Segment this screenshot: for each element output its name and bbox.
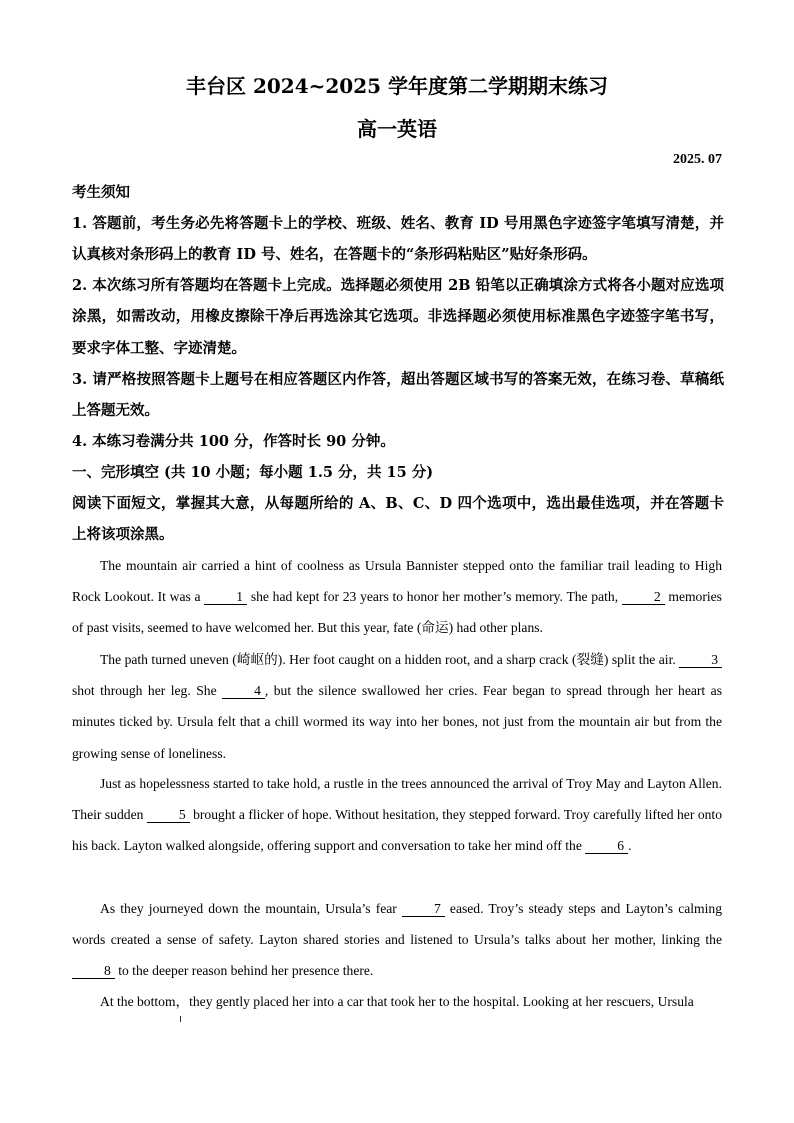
notice-item-1: 1. 答题前，考生务必先将答题卡上的学校、班级、姓名、教育 ID 号用黑色字迹签字笔填写清楚，并认真核对条形码上的教育 ID 号、姓名，在答题卡的“条形码粘贴区”贴好条形码。 [72, 215, 724, 264]
document-subtitle: 高一英语 [357, 117, 437, 141]
blank-3: 3 [679, 653, 722, 668]
passage-paragraph-5 [72, 986, 722, 1017]
passage-text: memories of past visits, seemed to have welcomed her. But this year, fate (命运) had other plans. [72, 589, 722, 636]
passage-paragraph-2 [72, 644, 722, 769]
stray-mark [180, 1016, 181, 1022]
blank-2: 2 [622, 590, 665, 605]
passage-text: The mountain air carried a hint of coolness as Ursula Bannister stepped onto the familiar trail leading to High Rock Lookout. It was a [72, 558, 722, 605]
passage-text: eased. Troy’s steady steps and Layton’s calming words created a sense of safety. Layton shared stories and listened to Ursula’s talks about her mother, linking the [72, 901, 722, 948]
passage-text: Just as hopelessness started to take hold, a rustle in the trees announced the arrival of Troy May and Layton Allen. Their sudden [72, 776, 722, 823]
notice-item-4: 4. 本练习卷满分共 100 分，作答时长 90 分钟。 [72, 433, 395, 450]
passage-text: shot through her leg. She [72, 683, 223, 699]
document-title: 丰台区 2024~2025 学年度第二学期期末练习 [185, 74, 608, 98]
passage-text: , but the silence swallowed her cries. Fear began to spread through her heart as minutes ticked by. Ursula felt that a chill wormed its way into her bones, not just from the mountain air but from the growing sense of loneliness. [72, 683, 722, 761]
blank-1: 1 [204, 590, 247, 605]
notice-heading: 考生须知 [72, 184, 130, 201]
passage-text: The path turned uneven (崎岖的). Her foot caught on a hidden root, and a sharp crack (裂缝) split the air. [100, 652, 680, 667]
passage-text: she had kept for 23 years to honor her mother’s memory. The path, [247, 589, 622, 605]
section-instruction: 阅读下面短文，掌握其大意，从每题所给的 A、B、C、D 四个选项中，选出最佳选项，并在答题卡上将该项涂黑。 [72, 495, 724, 544]
blank-7: 7 [402, 902, 445, 917]
blank-5: 5 [147, 808, 190, 823]
passage-paragraph-4 [72, 893, 722, 987]
blank-8: 8 [72, 964, 115, 979]
blank-6: 6 [585, 839, 628, 854]
blank-4: 4 [222, 684, 265, 699]
notice-item-3: 3. 请严格按照答题卡上题号在相应答题区内作答，超出答题区域书写的答案无效，在练习卷、草稿纸上答题无效。 [72, 371, 724, 420]
passage-text: brought a flicker of hope. Without hesitation, they stepped forward. Troy carefully lifted her onto his back. Layton walked alongside, offering support and conversation to take her mind off the [72, 807, 722, 854]
section-heading: 一、完形填空 (共 10 小题；每小题 1.5 分，共 15 分) [72, 464, 434, 481]
notice-item-2: 2. 本次练习所有答题均在答题卡上完成。选择题必须使用 2B 铅笔以正确填涂方式将各小题对应选项涂黑，如需改动，用橡皮擦除干净后再选涂其它选项。非选择题必须使用标准黑色字迹签字笔书写，要求字体工整、字迹清楚。 [72, 277, 724, 357]
document-date: 2025. 07 [673, 152, 722, 167]
passage-paragraph-1 [72, 550, 722, 644]
passage-text: At the bottom，they gently placed her into a car that took her to the hospital. Looking at her rescuers, Ursula [100, 994, 694, 1009]
passage-text: As they journeyed down the mountain, Ursula’s fear [100, 901, 402, 916]
passage-text: . [628, 838, 632, 854]
passage-text: to the deeper reason behind her presence there. [114, 963, 374, 979]
passage-paragraph-3 [72, 768, 722, 862]
